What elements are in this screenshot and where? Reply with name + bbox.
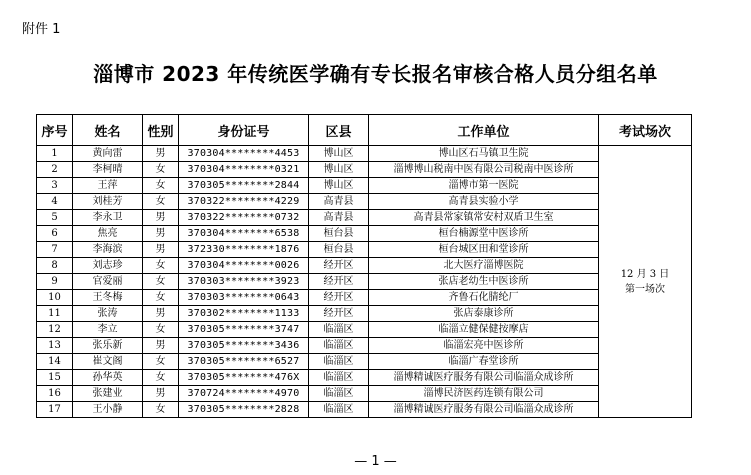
- table-row: [37, 274, 692, 290]
- table-row: [37, 354, 692, 370]
- cell-id-number: 370305********2844: [179, 178, 309, 194]
- cell-name: 王小静: [73, 402, 143, 418]
- cell-id-number: 370322********4229: [179, 194, 309, 210]
- cell-workplace: 桓台楠源堂中医诊所: [369, 226, 599, 242]
- header-district: 区县: [309, 115, 369, 146]
- table-row: [37, 194, 692, 210]
- cell-workplace: 博山区石马镇卫生院: [369, 146, 599, 162]
- document-title: 淄博市 2023 年传统医学确有专长报名审核合格人员分组名单: [93, 62, 658, 86]
- cell-no: 4: [37, 194, 73, 210]
- cell-district: 桓台县: [309, 226, 369, 242]
- table-row: [37, 146, 692, 162]
- cell-name: 李柯晴: [73, 162, 143, 178]
- session-name: 第一场次: [625, 283, 665, 295]
- session-date: 12 月 3 日: [620, 268, 670, 280]
- cell-gender: 男: [143, 242, 179, 258]
- cell-id-number: 370302********1133: [179, 306, 309, 322]
- table-row: [37, 226, 692, 242]
- table-row: [37, 370, 692, 386]
- cell-district: 桓台县: [309, 242, 369, 258]
- cell-id-number: 370303********0643: [179, 290, 309, 306]
- cell-workplace: 齐鲁石化腈纶厂: [369, 290, 599, 306]
- cell-name: 黄向雷: [73, 146, 143, 162]
- cell-name: 崔文阁: [73, 354, 143, 370]
- cell-district: 临淄区: [309, 322, 369, 338]
- cell-district: 临淄区: [309, 370, 369, 386]
- table-row: [37, 258, 692, 274]
- cell-gender: 女: [143, 370, 179, 386]
- cell-gender: 女: [143, 322, 179, 338]
- cell-name: 孙华英: [73, 370, 143, 386]
- cell-district: 博山区: [309, 162, 369, 178]
- cell-gender: 女: [143, 290, 179, 306]
- cell-id-number: 372330********1876: [179, 242, 309, 258]
- cell-no: 17: [37, 402, 73, 418]
- cell-gender: 女: [143, 258, 179, 274]
- cell-id-number: 370305********6527: [179, 354, 309, 370]
- cell-district: 临淄区: [309, 354, 369, 370]
- cell-no: 16: [37, 386, 73, 402]
- cell-no: 13: [37, 338, 73, 354]
- cell-no: 11: [37, 306, 73, 322]
- table-row: [37, 306, 692, 322]
- cell-district: 经开区: [309, 258, 369, 274]
- cell-district: 博山区: [309, 146, 369, 162]
- cell-session: [599, 146, 692, 418]
- cell-no: 6: [37, 226, 73, 242]
- header-session: 考试场次: [599, 115, 692, 146]
- cell-name: 李永卫: [73, 210, 143, 226]
- cell-workplace: 淄博民济医药连锁有限公司: [369, 386, 599, 402]
- cell-no: 10: [37, 290, 73, 306]
- cell-id-number: 370305********2828: [179, 402, 309, 418]
- cell-gender: 男: [143, 146, 179, 162]
- cell-workplace: 高青县常家镇常安村双盾卫生室: [369, 210, 599, 226]
- cell-no: 7: [37, 242, 73, 258]
- cell-name: 李海滨: [73, 242, 143, 258]
- cell-id-number: 370305********476X: [179, 370, 309, 386]
- cell-gender: 男: [143, 226, 179, 242]
- cell-no: 1: [37, 146, 73, 162]
- cell-name: 官爱丽: [73, 274, 143, 290]
- cell-district: 高青县: [309, 210, 369, 226]
- cell-workplace: 桓台城区田和堂诊所: [369, 242, 599, 258]
- cell-name: 焦亮: [73, 226, 143, 242]
- cell-gender: 男: [143, 338, 179, 354]
- cell-workplace: 张店老幼生中医诊所: [369, 274, 599, 290]
- attachment-label: 附件 1: [22, 22, 61, 37]
- cell-id-number: 370305********3436: [179, 338, 309, 354]
- cell-id-number: 370304********6538: [179, 226, 309, 242]
- cell-id-number: 370304********4453: [179, 146, 309, 162]
- cell-no: 12: [37, 322, 73, 338]
- cell-id-number: 370724********4970: [179, 386, 309, 402]
- table-header-row: [37, 115, 692, 146]
- table-row: [37, 290, 692, 306]
- cell-workplace: 临淄宏亮中医诊所: [369, 338, 599, 354]
- cell-name: 张乐新: [73, 338, 143, 354]
- cell-workplace: 淄博市第一医院: [369, 178, 599, 194]
- cell-name: 张建业: [73, 386, 143, 402]
- table-row: [37, 386, 692, 402]
- cell-gender: 男: [143, 386, 179, 402]
- header-workplace: 工作单位: [369, 115, 599, 146]
- cell-workplace: 张店泰康诊所: [369, 306, 599, 322]
- cell-name: 刘桂芳: [73, 194, 143, 210]
- cell-gender: 女: [143, 162, 179, 178]
- table-row: [37, 242, 692, 258]
- cell-district: 经开区: [309, 290, 369, 306]
- cell-district: 高青县: [309, 194, 369, 210]
- cell-name: 王萍: [73, 178, 143, 194]
- table-row: [37, 210, 692, 226]
- roster-table: [36, 114, 692, 418]
- cell-workplace: 临淄广春堂诊所: [369, 354, 599, 370]
- header-no: 序号: [37, 115, 73, 146]
- cell-name: 刘志珍: [73, 258, 143, 274]
- roster-body: [37, 146, 692, 418]
- cell-district: 经开区: [309, 274, 369, 290]
- cell-id-number: 370304********0321: [179, 162, 309, 178]
- cell-workplace: 淄博精诚医疗服务有限公司临淄众成诊所: [369, 370, 599, 386]
- cell-district: 临淄区: [309, 402, 369, 418]
- cell-gender: 女: [143, 178, 179, 194]
- cell-gender: 男: [143, 210, 179, 226]
- cell-name: 王冬梅: [73, 290, 143, 306]
- cell-name: 张涛: [73, 306, 143, 322]
- cell-id-number: 370303********3923: [179, 274, 309, 290]
- cell-name: 李立: [73, 322, 143, 338]
- table-row: [37, 402, 692, 418]
- cell-gender: 女: [143, 274, 179, 290]
- cell-no: 3: [37, 178, 73, 194]
- cell-workplace: 淄博精诚医疗服务有限公司临淄众成诊所: [369, 402, 599, 418]
- cell-gender: 女: [143, 354, 179, 370]
- cell-gender: 女: [143, 194, 179, 210]
- cell-id-number: 370305********3747: [179, 322, 309, 338]
- cell-workplace: 淄博博山税南中医有限公司税南中医诊所: [369, 162, 599, 178]
- header-id-number: 身份证号: [179, 115, 309, 146]
- cell-workplace: 北大医疗淄博医院: [369, 258, 599, 274]
- cell-gender: 男: [143, 306, 179, 322]
- cell-no: 9: [37, 274, 73, 290]
- cell-workplace: 临淄立健保健按摩店: [369, 322, 599, 338]
- cell-id-number: 370304********0026: [179, 258, 309, 274]
- cell-district: 博山区: [309, 178, 369, 194]
- cell-no: 14: [37, 354, 73, 370]
- cell-no: 5: [37, 210, 73, 226]
- cell-no: 15: [37, 370, 73, 386]
- cell-district: 临淄区: [309, 338, 369, 354]
- cell-gender: 女: [143, 402, 179, 418]
- table-row: [37, 338, 692, 354]
- cell-district: 经开区: [309, 306, 369, 322]
- header-name: 姓名: [73, 115, 143, 146]
- cell-no: 8: [37, 258, 73, 274]
- cell-no: 2: [37, 162, 73, 178]
- cell-id-number: 370322********0732: [179, 210, 309, 226]
- page-number: — 1 —: [354, 454, 397, 469]
- table-row: [37, 322, 692, 338]
- header-gender: 性别: [143, 115, 179, 146]
- table-row: [37, 178, 692, 194]
- cell-district: 临淄区: [309, 386, 369, 402]
- table-row: [37, 162, 692, 178]
- cell-workplace: 高青县实验小学: [369, 194, 599, 210]
